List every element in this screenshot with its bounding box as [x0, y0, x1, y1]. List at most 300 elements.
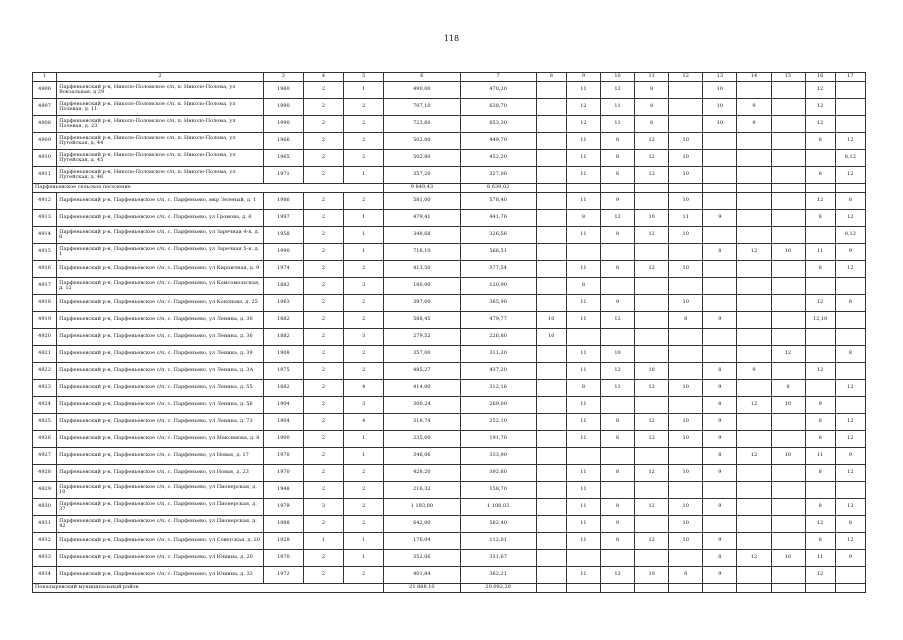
value-cell: 11: [566, 133, 600, 150]
value-cell: 9: [600, 516, 634, 533]
address-cell: Парфеньевский р-н, Парфеньевское с/п, с. Парфеньево, ул Пионерская, д. 42: [57, 516, 264, 533]
row-number: 4930: [33, 499, 57, 516]
value-cell: 12: [635, 380, 669, 397]
address-cell: Парфеньевский р-н, Парфеньевское с/п, с. Парфеньево, ул Пионерская, д. 10: [57, 482, 264, 499]
empty-cell: [835, 184, 865, 193]
value-cell: 3: [344, 278, 384, 295]
table-row: [33, 346, 866, 363]
value-cell: [835, 116, 865, 133]
value-cell: 9: [703, 312, 737, 329]
value-cell: 12: [805, 116, 835, 133]
row-number: 4919: [33, 312, 57, 329]
address-cell: Парфеньевский р-н, Николо-Поломское с/п, п. Николо-Полома, ул Вокзальная, д 29: [57, 82, 264, 99]
row-number: 4928: [33, 465, 57, 482]
value-cell: [737, 82, 771, 99]
value-cell: 12: [835, 167, 865, 184]
value-cell: 12: [635, 533, 669, 550]
value-cell: 11: [566, 295, 600, 312]
value-cell: 8: [805, 499, 835, 516]
header-cell-15: 15: [771, 73, 805, 82]
row-number: 4916: [33, 261, 57, 278]
value-cell: [737, 150, 771, 167]
empty-cell: [771, 584, 805, 593]
value-cell: 8: [566, 380, 600, 397]
value-cell: [771, 116, 805, 133]
value-cell: 11: [566, 516, 600, 533]
value-cell: 12: [805, 193, 835, 210]
empty-cell: [771, 184, 805, 193]
header-cell-1: 1: [33, 73, 57, 82]
empty-cell: [536, 184, 566, 193]
value-cell: [536, 193, 566, 210]
value-cell: 11: [566, 431, 600, 448]
value-cell: 11: [600, 99, 634, 116]
table-row: [33, 227, 866, 244]
value-cell: [737, 278, 771, 295]
header-cell-13: 13: [703, 73, 737, 82]
address-cell: Парфеньевский р-н, Парфеньевское с/п, с. Парфеньево, ул Новая, д. 23: [57, 465, 264, 482]
address-cell: Парфеньевский р-н, Парфеньевское с/п, с. Парфеньево, ул Громова, д. 6: [57, 210, 264, 227]
value-cell: 2: [303, 482, 343, 499]
value-cell: 1972: [263, 567, 303, 584]
value-cell: 1990: [263, 244, 303, 261]
value-cell: [669, 550, 703, 567]
value-cell: 300,24: [384, 397, 460, 414]
value-cell: [703, 193, 737, 210]
value-cell: 441,76: [460, 210, 536, 227]
value-cell: 2: [303, 346, 343, 363]
row-number: 4908: [33, 116, 57, 133]
value-cell: 10: [635, 567, 669, 584]
value-cell: 4: [344, 414, 384, 431]
value-cell: [737, 346, 771, 363]
value-cell: 716,10: [384, 244, 460, 261]
value-cell: 252,10: [460, 414, 536, 431]
table-row: [33, 244, 866, 261]
address-cell: Парфеньевский р-н, Парфеньевское с/п, с. Парфеньево, ул Ленина, д. 56: [57, 397, 264, 414]
value-cell: 11: [805, 448, 835, 465]
value-cell: 1990: [263, 116, 303, 133]
value-cell: 707,10: [384, 99, 460, 116]
table-row: [33, 99, 866, 116]
value-cell: 2: [303, 99, 343, 116]
value-cell: 9: [805, 397, 835, 414]
value-cell: 11: [566, 227, 600, 244]
row-number: 4922: [33, 363, 57, 380]
value-cell: [737, 499, 771, 516]
value-cell: 12: [835, 210, 865, 227]
value-cell: 8: [835, 295, 865, 312]
value-cell: 2: [303, 516, 343, 533]
value-cell: 2: [303, 414, 343, 431]
value-cell: [771, 567, 805, 584]
value-cell: 9: [703, 431, 737, 448]
value-cell: 12: [835, 499, 865, 516]
header-cell-17: 17: [835, 73, 865, 82]
value-cell: 11: [566, 499, 600, 516]
value-cell: 413,50: [384, 261, 460, 278]
value-cell: 11: [566, 533, 600, 550]
table-row: [33, 329, 866, 346]
value-cell: 10: [635, 210, 669, 227]
value-cell: 452,20: [460, 150, 536, 167]
value-cell: 2: [344, 150, 384, 167]
row-number: 4927: [33, 448, 57, 465]
value-cell: [703, 346, 737, 363]
value-cell: 12: [805, 516, 835, 533]
table-row: [33, 550, 866, 567]
header-cell-7: 7: [460, 73, 536, 82]
value-cell: [536, 261, 566, 278]
value-cell: [635, 550, 669, 567]
value-cell: [771, 295, 805, 312]
value-cell: 449,70: [460, 133, 536, 150]
empty-cell: [635, 184, 669, 193]
row-number: 4923: [33, 380, 57, 397]
value-cell: 642,00: [384, 516, 460, 533]
table-row: [33, 397, 866, 414]
empty-cell: [835, 584, 865, 593]
value-cell: [536, 278, 566, 295]
value-cell: [771, 533, 805, 550]
value-cell: [566, 244, 600, 261]
value-cell: [805, 150, 835, 167]
value-cell: [805, 227, 835, 244]
row-number: 4921: [33, 346, 57, 363]
address-cell: Парфеньевский р-н, Парфеньевское с/п, с. Парфеньево, ул Заречная 4-я, д. 6: [57, 227, 264, 244]
value-cell: 8: [703, 244, 737, 261]
header-cell-3: 3: [263, 73, 303, 82]
table-row: [33, 380, 866, 397]
value-cell: [771, 312, 805, 329]
value-cell: 12: [635, 414, 669, 431]
value-cell: 2: [303, 193, 343, 210]
header-cell-2: 2: [57, 73, 264, 82]
address-cell: Парфеньевский р-н, Парфеньевское с/п, с. Парфеньево, ул Юшина, д. 20: [57, 550, 264, 567]
value-cell: [771, 482, 805, 499]
value-cell: 2: [303, 244, 343, 261]
value-cell: 8: [600, 533, 634, 550]
value-cell: 1882: [263, 329, 303, 346]
value-cell: [536, 244, 566, 261]
value-cell: 1: [344, 82, 384, 99]
value-cell: 2: [344, 482, 384, 499]
value-cell: 8: [669, 567, 703, 584]
value-cell: [737, 465, 771, 482]
row-number: 4924: [33, 397, 57, 414]
value-cell: 9: [703, 465, 737, 482]
value-cell: [669, 346, 703, 363]
value-cell: 2: [303, 550, 343, 567]
value-cell: 392,60: [460, 465, 536, 482]
value-cell: 2: [344, 363, 384, 380]
value-cell: [771, 431, 805, 448]
value-cell: [737, 516, 771, 533]
value-cell: 8: [669, 312, 703, 329]
value-cell: 10: [536, 312, 566, 329]
value-cell: 8: [600, 167, 634, 184]
value-cell: 1904: [263, 397, 303, 414]
empty-cell: [805, 184, 835, 193]
value-cell: 9: [600, 193, 634, 210]
table-row: [33, 150, 866, 167]
value-cell: [703, 516, 737, 533]
row-number: 4933: [33, 550, 57, 567]
value-cell: [835, 567, 865, 584]
value-cell: 2: [303, 295, 343, 312]
value-cell: 1974: [263, 261, 303, 278]
row-number: 4931: [33, 516, 57, 533]
value-cell: 279,52: [384, 329, 460, 346]
value-cell: 8,12: [835, 150, 865, 167]
subtotal-row: [33, 184, 866, 193]
value-cell: 485,27: [384, 363, 460, 380]
value-cell: 8: [600, 261, 634, 278]
subtotal-row: [33, 584, 866, 593]
value-cell: [835, 312, 865, 329]
address-cell: Парфеньевский р-н, Парфеньевское с/п, с. Парфеньево, ул Пионерская, д. 37: [57, 499, 264, 516]
row-number: 4932: [33, 533, 57, 550]
value-cell: 12: [635, 431, 669, 448]
table-row: [33, 363, 866, 380]
value-cell: 1960: [263, 82, 303, 99]
table-row: [33, 193, 866, 210]
value-cell: 1979: [263, 499, 303, 516]
value-cell: 1 108,03: [460, 499, 536, 516]
value-cell: 9: [703, 414, 737, 431]
row-number: 4929: [33, 482, 57, 499]
value-cell: 8: [805, 414, 835, 431]
value-cell: [737, 329, 771, 346]
value-cell: [600, 482, 634, 499]
value-cell: 11: [600, 380, 634, 397]
value-cell: [835, 397, 865, 414]
value-cell: 2: [344, 465, 384, 482]
value-cell: 12: [805, 363, 835, 380]
value-cell: 226,80: [460, 329, 536, 346]
value-cell: [737, 380, 771, 397]
address-cell: Парфеньевский р-н, Николо-Поломское с/п, п. Николо-Полома, ул Путейская, д. 44: [57, 133, 264, 150]
value-cell: 2: [303, 133, 343, 150]
header-cell-11: 11: [635, 73, 669, 82]
value-cell: [835, 99, 865, 116]
value-cell: [635, 516, 669, 533]
value-cell: 1970: [263, 448, 303, 465]
row-number: 4912: [33, 193, 57, 210]
value-cell: 1882: [263, 278, 303, 295]
value-cell: 8: [771, 380, 805, 397]
table-row: [33, 312, 866, 329]
value-cell: 2: [344, 516, 384, 533]
value-cell: [737, 295, 771, 312]
value-cell: [669, 99, 703, 116]
row-number: 4906: [33, 82, 57, 99]
value-cell: [703, 329, 737, 346]
value-cell: 8: [635, 82, 669, 99]
value-cell: [835, 82, 865, 99]
table-row: [33, 499, 866, 516]
value-cell: 2: [344, 116, 384, 133]
value-cell: 12: [737, 448, 771, 465]
value-cell: 10: [669, 133, 703, 150]
value-cell: [703, 227, 737, 244]
value-cell: 312,16: [460, 380, 536, 397]
value-cell: 1: [344, 167, 384, 184]
value-cell: [635, 295, 669, 312]
value-cell: 1970: [263, 465, 303, 482]
value-cell: 10: [635, 363, 669, 380]
row-number: 4926: [33, 431, 57, 448]
value-cell: 12: [635, 227, 669, 244]
value-cell: [737, 133, 771, 150]
value-cell: 1: [303, 533, 343, 550]
table-row: [33, 261, 866, 278]
value-cell: 365,90: [460, 295, 536, 312]
value-cell: 9: [737, 116, 771, 133]
value-cell: [600, 397, 634, 414]
subtotal-total-area: 21 888,10: [384, 584, 460, 593]
value-cell: 11: [566, 567, 600, 584]
table-row: [33, 116, 866, 133]
value-cell: 333,90: [460, 448, 536, 465]
subtotal-total-area: 9 849,43: [384, 184, 460, 193]
value-cell: 10: [669, 167, 703, 184]
value-cell: 9: [835, 448, 865, 465]
value-cell: 1986: [263, 193, 303, 210]
address-cell: Парфеньевский р-н, Парфеньевское с/п, с. Парфеньево, ул Ленина, д. 55: [57, 380, 264, 397]
value-cell: [536, 567, 566, 584]
address-cell: Парфеньевский р-н, Парфеньевское с/п, с. Парфеньево, ул Заречная 5-я, д. 1: [57, 244, 264, 261]
value-cell: [536, 210, 566, 227]
value-cell: 8: [805, 261, 835, 278]
value-cell: [635, 312, 669, 329]
value-cell: 12: [771, 346, 805, 363]
empty-cell: [737, 184, 771, 193]
value-cell: 479,77: [460, 312, 536, 329]
value-cell: 490,00: [384, 82, 460, 99]
value-cell: [771, 261, 805, 278]
row-number: 4910: [33, 150, 57, 167]
value-cell: 3: [344, 329, 384, 346]
value-cell: 2: [303, 329, 343, 346]
value-cell: [703, 261, 737, 278]
value-cell: 11: [805, 244, 835, 261]
value-cell: 11: [566, 363, 600, 380]
address-cell: Парфеньевский р-н, Парфеньевское с/п, с. Парфеньево, ул Ленина, д. 3А: [57, 363, 264, 380]
value-cell: 2: [344, 295, 384, 312]
value-cell: 437,20: [460, 363, 536, 380]
empty-cell: [703, 584, 737, 593]
value-cell: 1: [344, 227, 384, 244]
value-cell: 269,00: [460, 397, 536, 414]
table-row: [33, 533, 866, 550]
value-cell: [703, 133, 737, 150]
value-cell: 8: [805, 533, 835, 550]
value-cell: 352,06: [384, 550, 460, 567]
value-cell: 12: [805, 99, 835, 116]
value-cell: [805, 380, 835, 397]
header-cell-16: 16: [805, 73, 835, 82]
value-cell: [737, 431, 771, 448]
header-cell-12: 12: [669, 73, 703, 82]
value-cell: [566, 329, 600, 346]
value-cell: 12: [835, 533, 865, 550]
value-cell: 8: [703, 448, 737, 465]
value-cell: 11: [566, 82, 600, 99]
value-cell: 12,10: [805, 312, 835, 329]
value-cell: 10: [536, 329, 566, 346]
value-cell: 8: [600, 150, 634, 167]
value-cell: [536, 167, 566, 184]
address-cell: Парфеньевский р-н, Парфеньевское с/п, с. Парфеньево, ул Комсомольская, д. 12: [57, 278, 264, 295]
value-cell: 502,00: [384, 133, 460, 150]
value-cell: [737, 482, 771, 499]
value-cell: 8: [635, 99, 669, 116]
value-cell: 10: [669, 533, 703, 550]
value-cell: 12: [635, 499, 669, 516]
table-row: [33, 448, 866, 465]
value-cell: [805, 278, 835, 295]
value-cell: [536, 82, 566, 99]
value-cell: 8: [805, 431, 835, 448]
value-cell: 176,04: [384, 533, 460, 550]
address-cell: Парфеньевский р-н, Парфеньевское с/п, с. Парфеньево, ул Ленина, д. 39: [57, 346, 264, 363]
value-cell: [771, 465, 805, 482]
value-cell: [536, 414, 566, 431]
value-cell: [771, 516, 805, 533]
value-cell: [536, 346, 566, 363]
value-cell: 12: [635, 133, 669, 150]
value-cell: 581,00: [384, 193, 460, 210]
value-cell: 8: [600, 414, 634, 431]
table-row: [33, 210, 866, 227]
value-cell: [669, 244, 703, 261]
value-cell: 2: [344, 193, 384, 210]
value-cell: [669, 482, 703, 499]
value-cell: 1990: [263, 99, 303, 116]
value-cell: [737, 210, 771, 227]
empty-cell: [600, 184, 634, 193]
address-cell: Парфеньевский р-н, Парфеньевское с/п, с. Парфеньево, ул Советская, д. 20: [57, 533, 264, 550]
value-cell: 2: [344, 133, 384, 150]
value-cell: [635, 193, 669, 210]
empty-cell: [635, 584, 669, 593]
header-cell-9: 9: [566, 73, 600, 82]
value-cell: 11: [566, 482, 600, 499]
value-cell: 12: [835, 261, 865, 278]
value-cell: 11: [669, 210, 703, 227]
value-cell: 10: [669, 380, 703, 397]
value-cell: 1908: [263, 346, 303, 363]
address-cell: Парфеньевский р-н, Николо-Поломское с/п, п. Николо-Полома, ул Полевая, д. 11: [57, 99, 264, 116]
value-cell: [805, 346, 835, 363]
empty-cell: [536, 584, 566, 593]
value-cell: [771, 414, 805, 431]
value-cell: 1997: [263, 210, 303, 227]
value-cell: [536, 550, 566, 567]
value-cell: 357,20: [384, 167, 460, 184]
value-cell: 401,84: [384, 567, 460, 584]
value-cell: [669, 116, 703, 133]
value-cell: [771, 150, 805, 167]
value-cell: [737, 414, 771, 431]
row-number: 4920: [33, 329, 57, 346]
value-cell: 1: [344, 533, 384, 550]
header-cell-4: 4: [303, 73, 343, 82]
value-cell: 8: [566, 278, 600, 295]
row-number: 4934: [33, 567, 57, 584]
row-number: 4909: [33, 133, 57, 150]
